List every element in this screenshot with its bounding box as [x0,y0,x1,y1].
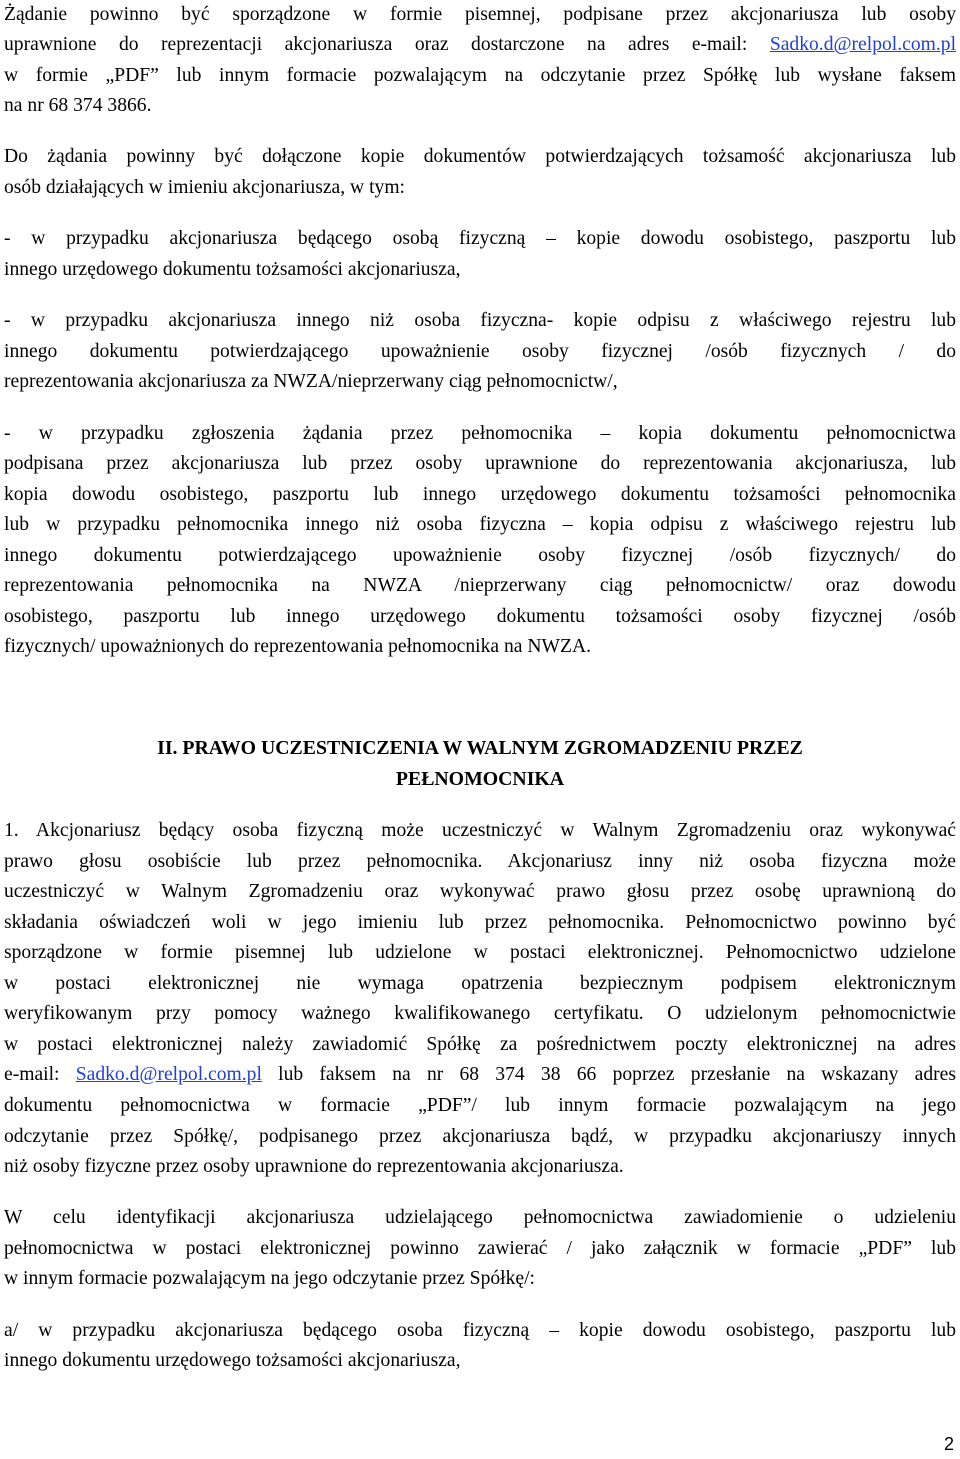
text-line: W celu identyfikacji akcjonariusza udzielającego pełnomocnictwa zawiadomienie o udzieleniu [4,1207,956,1228]
text-segment: uprawnione do reprezentacji akcjonariusza oraz dostarczone na adres e-mail: [4,34,748,55]
text-line: w innym formacie pozwalającym na jego odczytanie przez Spółkę/: [4,1268,536,1289]
text-line: weryfikowanym przy pomocy ważnego kwalifikowanego certyfikatu. O udzielonym pełnomocnictwie [4,1003,956,1024]
email-link[interactable]: Sadko.d@relpol.com.pl [75,1064,262,1085]
text-line: innego urzędowego dokumentu tożsamości akcjonariusza, [4,259,461,280]
text-line: niż osoby fizyczne przez osoby uprawnione do reprezentowania akcjonariusza. [4,1156,624,1177]
page-number: 2 [943,1434,954,1454]
text-line: dokumentu pełnomocnictwa w formacie „PDF”/ lub innym formacie pozwalającym na jego [4,1095,956,1116]
text-line: osobistego, paszportu lub innego urzędowego dokumentu tożsamości osoby fizycznej /osób [4,606,956,627]
text-line: Do żądania powinny być dołączone kopie dokumentów potwierdzających tożsamość akcjonariusza lub [4,146,956,167]
text-line [4,1059,956,1090]
text-line: innego dokumentu potwierdzającego upoważnienie osoby fizycznej /osób fizycznych / do [4,341,956,362]
text-line: innego dokumentu urzędowego tożsamości akcjonariusza, [4,1350,461,1371]
section-heading: II. PRAWO UCZESTNICZENIA W WALNYM ZGROMADZENIU PRZEZ [157,737,803,759]
text-line: odczytanie przez Spółkę/, podpisanego przez akcjonariusza bądź, w przypadku akcjonariuszy innych [4,1126,956,1147]
text-line: osób działających w imieniu akcjonariusza, w tym: [4,177,406,198]
text-line: kopia dowodu osobistego, paszportu lub innego urzędowego dokumentu tożsamości pełnomocnika [4,484,956,505]
text-line: a/ w przypadku akcjonariusza będącego osoba fizyczną – kopie dowodu osobistego, paszportu lub [4,1320,956,1341]
email-link[interactable]: Sadko.d@relpol.com.pl [769,34,957,55]
text-line: reprezentowania pełnomocnika na NWZA /nieprzerwany ciąg pełnomocnictw/ oraz dowodu [4,575,956,596]
text-line: - w przypadku akcjonariusza innego niż osoba fizyczna- kopie odpisu z właściwego rejestru lub [4,310,956,331]
text-line: - w przypadku zgłoszenia żądania przez pełnomocnika – kopia dokumentu pełnomocnictwa [4,423,956,444]
text-line: w formie „PDF” lub innym formacie pozwalającym na odczytanie przez Spółkę lub wysłane faksem [4,65,956,86]
text-line: - w przypadku akcjonariusza będącego osobą fizyczną – kopie dowodu osobistego, paszportu lub [4,228,956,249]
text-line: Żądanie powinno być sporządzone w formie pisemnej, podpisane przez akcjonariusza lub osoby [4,4,956,25]
text-line: w postaci elektronicznej należy zawiadomić Spółkę za pośrednictwem poczty elektronicznej na adres [4,1034,956,1055]
text-line: fizycznych/ upoważnionych do reprezentowania pełnomocnika na NWZA. [4,636,592,657]
text-segment: lub faksem na nr 68 374 38 66 poprzez przesłanie na wskazany adres [261,1064,956,1085]
document-page [4,0,956,1459]
text-line [4,29,956,60]
text-line: reprezentowania akcjonariusza za NWZA/nieprzerwany ciąg pełnomocnictw/, [4,371,618,392]
text-line: sporządzone w formie pisemnej lub udzielone w postaci elektronicznej. Pełnomocnictwo udzielone [4,942,956,963]
text-line: podpisana przez akcjonariusza lub przez osoby uprawnione do reprezentowania akcjonariusza, lub [4,453,956,474]
text-line: pełnomocnictwa w postaci elektronicznej powinno zawierać / jako załącznik w formacie „PDF” lub [4,1238,956,1259]
text-line: na nr 68 374 3866. [4,95,152,116]
section-heading: PEŁNOMOCNIKA [395,768,565,790]
text-line: składania oświadczeń woli w jego imieniu lub przez pełnomocnika. Pełnomocnictwo powinno być [4,912,956,933]
text-line: prawo głosu osobiście lub przez pełnomocnika. Akcjonariusz inny niż osoba fizyczna może [4,851,956,872]
text-segment: e-mail: [4,1064,76,1085]
text-line: w postaci elektronicznej nie wymaga opatrzenia bezpiecznym podpisem elektronicznym [4,973,956,994]
text-line: uczestniczyć w Walnym Zgromadzeniu oraz wykonywać prawo głosu przez osobę uprawnioną do [4,881,956,902]
text-line: innego dokumentu potwierdzającego upoważnienie osoby fizycznej /osób fizycznych/ do [4,545,956,566]
text-line: lub w przypadku pełnomocnika innego niż osoba fizyczna – kopia odpisu z właściwego rejestru lub [4,514,956,535]
text-line: 1. Akcjonariusz będący osoba fizyczną może uczestniczyć w Walnym Zgromadzeniu oraz wykonywać [4,820,956,841]
